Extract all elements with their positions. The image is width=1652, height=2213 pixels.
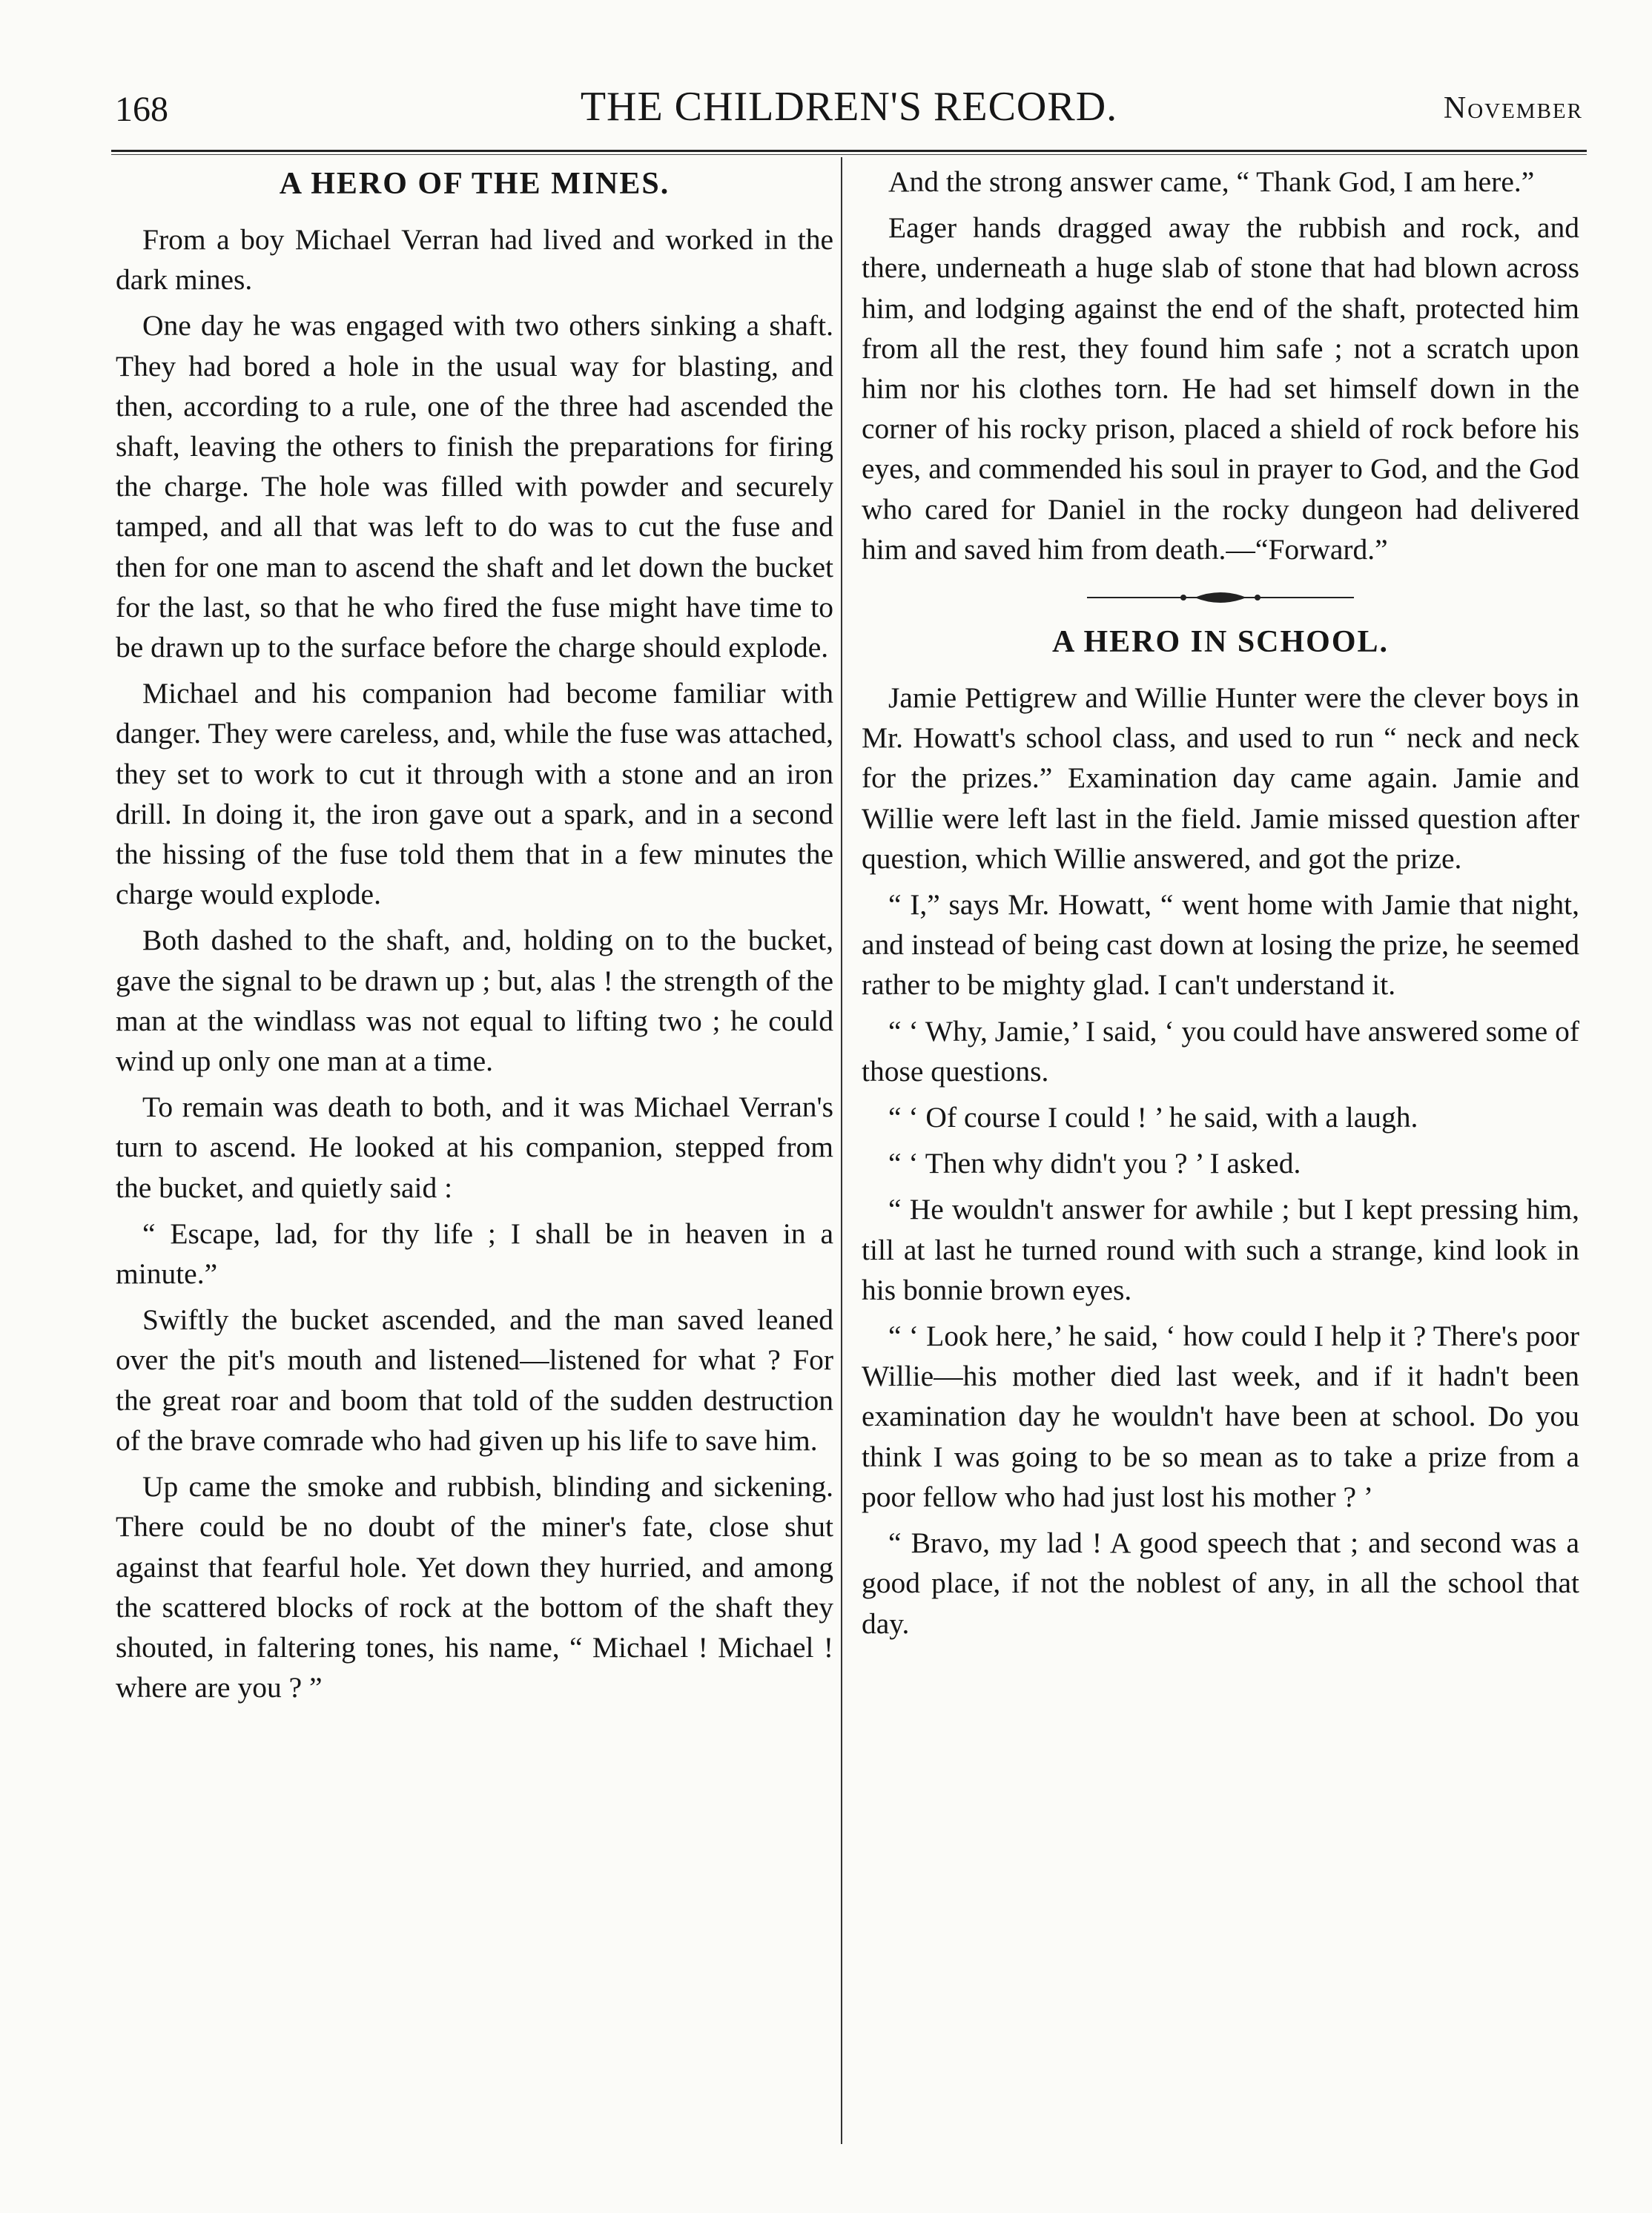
article-title-school: A HERO IN SCHOOL. [1051, 625, 1390, 660]
right-column [862, 162, 1579, 1650]
paragraph: Eager hands dragged away the rubbish and rock, and there, underneath a huge slab of stone that had blown across him, and lodging against the end of the shaft, protected him from all the rest, they found him safe ; not a scratch upon him nor his clothes torn. He had set himself down in the corner of his rocky prison, placed a shield of rock before his eyes, and commended his soul in prayer to God, and the God who cared for Daniel in the rocky dungeon had delivered him and saved him from death.—“Forward.” [862, 211, 1579, 566]
paragraph: “ I,” says Mr. Howatt, “ went home with Jamie that night, and instead of being cast down at losing the prize, he seemed rather to be mighty glad. I can't understand it. [862, 888, 1579, 1002]
paragraph: Michael and his companion had become familiar with danger. They were careless, and, while the fuse was attached, they set to work to cut it through with a stone and an iron drill. In doing it, the iron gave out a spark, and in a second the hissing of the fuse told them that in a few minutes the charge would explode. [116, 677, 833, 911]
paragraph: Both dashed to the shaft, and, holding on to the bucket, gave the signal to be drawn up ; but, alas ! the strength of the man at the windlass was not equal to lifting two ; he could wind up only one man at a time. [116, 924, 833, 1078]
paragraph: Up came the smoke and rubbish, blinding and sickening. There could be no doubt of the miner's fate, close shut against that fearful hole. Yet down they hurried, and among the scattered blocks of rock at the bottom of the shaft they shouted, in faltering tones, his name, “ Michael ! Michael ! where are you ? ” [116, 1470, 833, 1704]
paragraph: “ ‘ Of course I could ! ’ he said, with a laugh. [888, 1101, 1418, 1134]
paragraph: Swiftly the bucket ascended, and the man saved leaned over the pit's mouth and listened—listened for what ? For the great roar and boom that told of the sudden destruction of the brave comrade who had given up his life to save him. [116, 1303, 833, 1457]
paragraph: Jamie Pettigrew and Willie Hunter were the clever boys in Mr. Howatt's school class, and used to run “ neck and neck for the prizes.” Examination day came again. Jamie and Willie were left last in the field. Jamie missed question after question, which Willie answered, and got the prize. [862, 681, 1579, 875]
paragraph: “ He wouldn't answer for awhile ; but I kept pressing him, till at last he turned round with such a strange, kind look in his bonnie brown eyes. [862, 1193, 1579, 1306]
column-divider [841, 157, 842, 2144]
article-title-mines: A HERO OF THE MINES. [279, 167, 670, 201]
paragraph: And the strong answer came, “ Thank God, I am here.” [888, 165, 1535, 198]
paragraph: “ ‘ Look here,’ he said, ‘ how could I help it ? There's poor Willie—his mother died last week, and if it hadn't been examination day he wouldn't have been at school. Do you think I was going to be so mean as to take a prize from a poor fellow who had just lost his mother ? ’ [862, 1320, 1579, 1513]
paragraph: “ Escape, lad, for thy life ; I shall be in heaven in a minute.” [116, 1217, 833, 1291]
ornament-divider-icon [1065, 589, 1376, 606]
paragraph: To remain was death to both, and it was Michael Verran's turn to ascend. He looked at his companion, stepped from the bucket, and quietly said : [116, 1091, 833, 1204]
left-column [116, 162, 833, 1713]
header-rule [111, 150, 1587, 155]
paragraph: “ ‘ Then why didn't you ? ’ I asked. [888, 1147, 1301, 1180]
paragraph: “ Bravo, my lad ! A good speech that ; and second was a good place, if not the noblest of any, in all the school that day. [862, 1526, 1579, 1640]
paragraph: One day he was engaged with two others sinking a shaft. They had bored a hole in the usual way for blasting, and then, according to a rule, one of the three had ascended the shaft, leaving the others to finish the preparations for firing the charge. The hole was filled with powder and securely tamped, and all that was left to do was to cut the fuse and then for one man to ascend the shaft and let down the bucket for the last, so that he who fired the fuse might have time to be drawn up to the surface before the charge should explode. [116, 309, 833, 664]
issue-month: November [1443, 91, 1583, 125]
paragraph: “ ‘ Why, Jamie,’ I said, ‘ you could have answered some of those questions. [862, 1014, 1579, 1088]
publication-title: THE CHILDREN'S RECORD. [580, 84, 1118, 130]
page-header [115, 80, 1583, 139]
paragraph: From a boy Michael Verran had lived and worked in the dark mines. [116, 223, 833, 297]
page-number: 168 [115, 90, 168, 129]
